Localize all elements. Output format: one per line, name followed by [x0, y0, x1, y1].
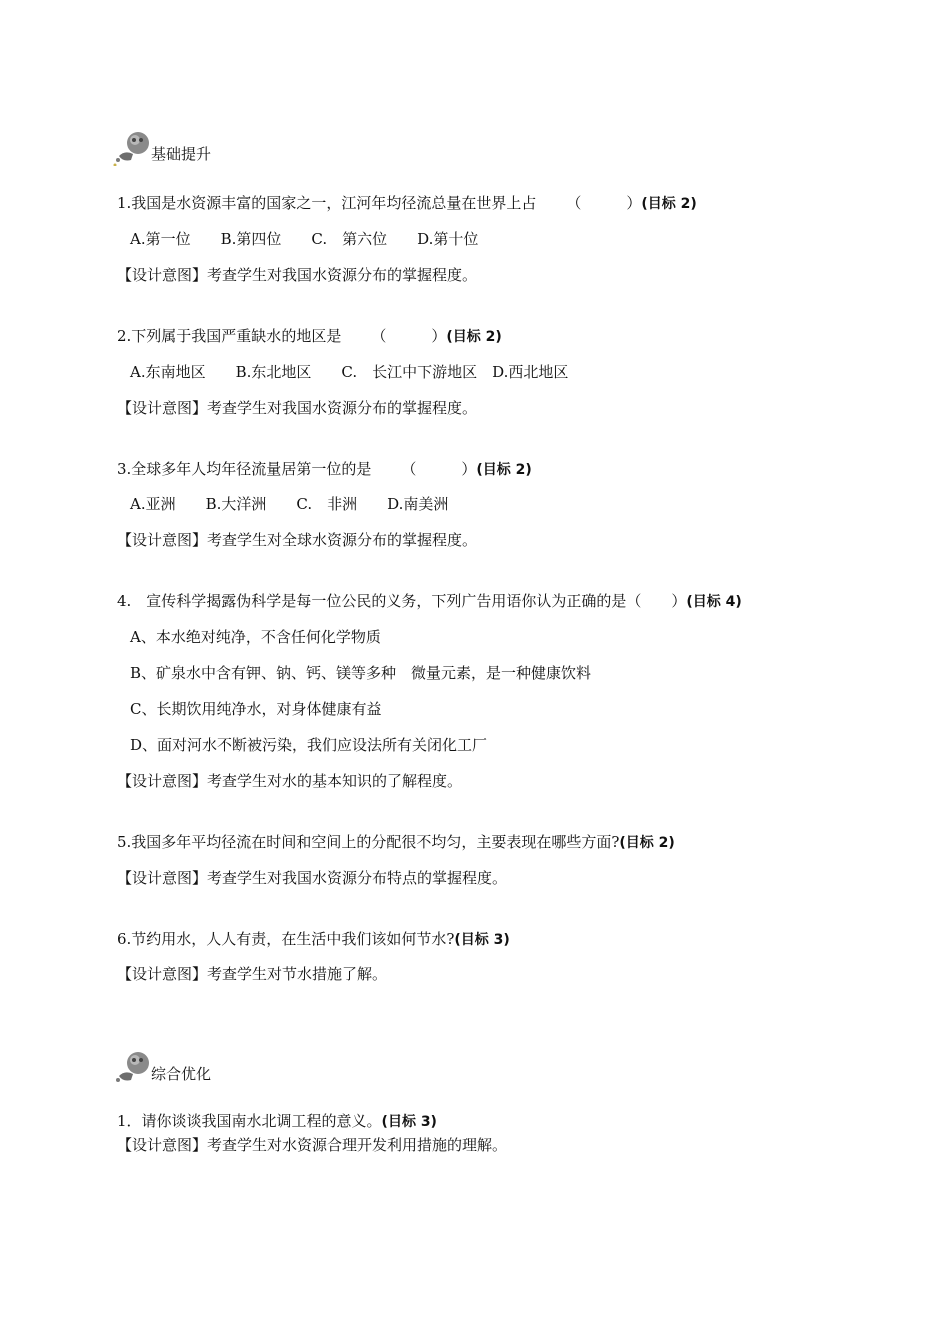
question-4-option-c: C、长期饮用纯净水，对身体健康有益	[130, 700, 382, 718]
answer-blank: （ ）	[401, 460, 477, 478]
design-intent-3: 【设计意图】考查学生对全球水资源分布的掌握程度。	[117, 531, 478, 549]
question-4	[117, 591, 742, 612]
question-5	[117, 832, 675, 853]
design-intent-comprehensive-1: 【设计意图】考查学生对水资源合理开发利用措施的理解。	[117, 1136, 508, 1154]
answer-blank: （ ）	[371, 327, 447, 345]
target-label: (目标 2)	[446, 329, 502, 345]
question-stem: 6.节约用水，人人有责，在生活中我们该如何节水?	[117, 930, 455, 948]
design-intent-5: 【设计意图】考查学生对我国水资源分布特点的掌握程度。	[117, 869, 508, 887]
design-intent-6: 【设计意图】考查学生对节水措施了解。	[117, 965, 388, 983]
target-label: (目标 3)	[454, 932, 510, 948]
question-stem: 3.全球多年人均年径流量居第一位的是	[117, 460, 372, 478]
question-1-options: A.第一位 B.第四位 C. 第六位 D.第十位	[130, 230, 479, 248]
question-2	[117, 326, 502, 347]
mascot-icon	[113, 130, 153, 166]
target-label: (目标 2)	[476, 462, 532, 478]
question-stem: 5.我国多年平均径流在时间和空间上的分配很不均匀，主要表现在哪些方面?	[117, 833, 620, 851]
target-label: (目标 2)	[619, 835, 675, 851]
question-3	[117, 459, 532, 480]
target-label: (目标 2)	[641, 196, 697, 212]
question-stem: 4. 宣传科学揭露伪科学是每一位公民的义务，下列广告用语你认为正确的是（ ）	[117, 592, 687, 610]
question-4-option-b: B、矿泉水中含有钾、钠、钙、镁等多种 微量元素，是一种健康饮料	[130, 664, 592, 682]
question-3-options: A.亚洲 B.大洋洲 C. 非洲 D.南美洲	[130, 495, 449, 513]
target-label: (目标 3)	[381, 1114, 437, 1130]
question-6	[117, 929, 510, 950]
mascot-icon	[113, 1050, 153, 1086]
question-1	[117, 193, 697, 214]
question-4-option-a: A、本水绝对纯净，不含任何化学物质	[130, 628, 381, 646]
target-label: (目标 4)	[686, 594, 742, 610]
design-intent-1: 【设计意图】考查学生对我国水资源分布的掌握程度。	[117, 266, 478, 284]
answer-blank: （ ）	[566, 194, 642, 212]
question-2-options: A.东南地区 B.东北地区 C. 长江中下游地区 D.西北地区	[130, 363, 569, 381]
comprehensive-question-1	[117, 1111, 437, 1132]
design-intent-2: 【设计意图】考查学生对我国水资源分布的掌握程度。	[117, 399, 478, 417]
section-title: 基础提升	[151, 145, 212, 163]
question-4-option-d: D、面对河水不断被污染，我们应设法所有关闭化工厂	[130, 736, 488, 754]
question-stem: 1．请你谈谈我国南水北调工程的意义。	[117, 1112, 382, 1130]
section-title: 综合优化	[151, 1065, 212, 1083]
design-intent-4: 【设计意图】考查学生对水的基本知识的了解程度。	[117, 772, 463, 790]
question-stem: 2.下列属于我国严重缺水的地区是	[117, 327, 342, 345]
question-stem: 1.我国是水资源丰富的国家之一，江河年均径流总量在世界上占	[117, 194, 537, 212]
